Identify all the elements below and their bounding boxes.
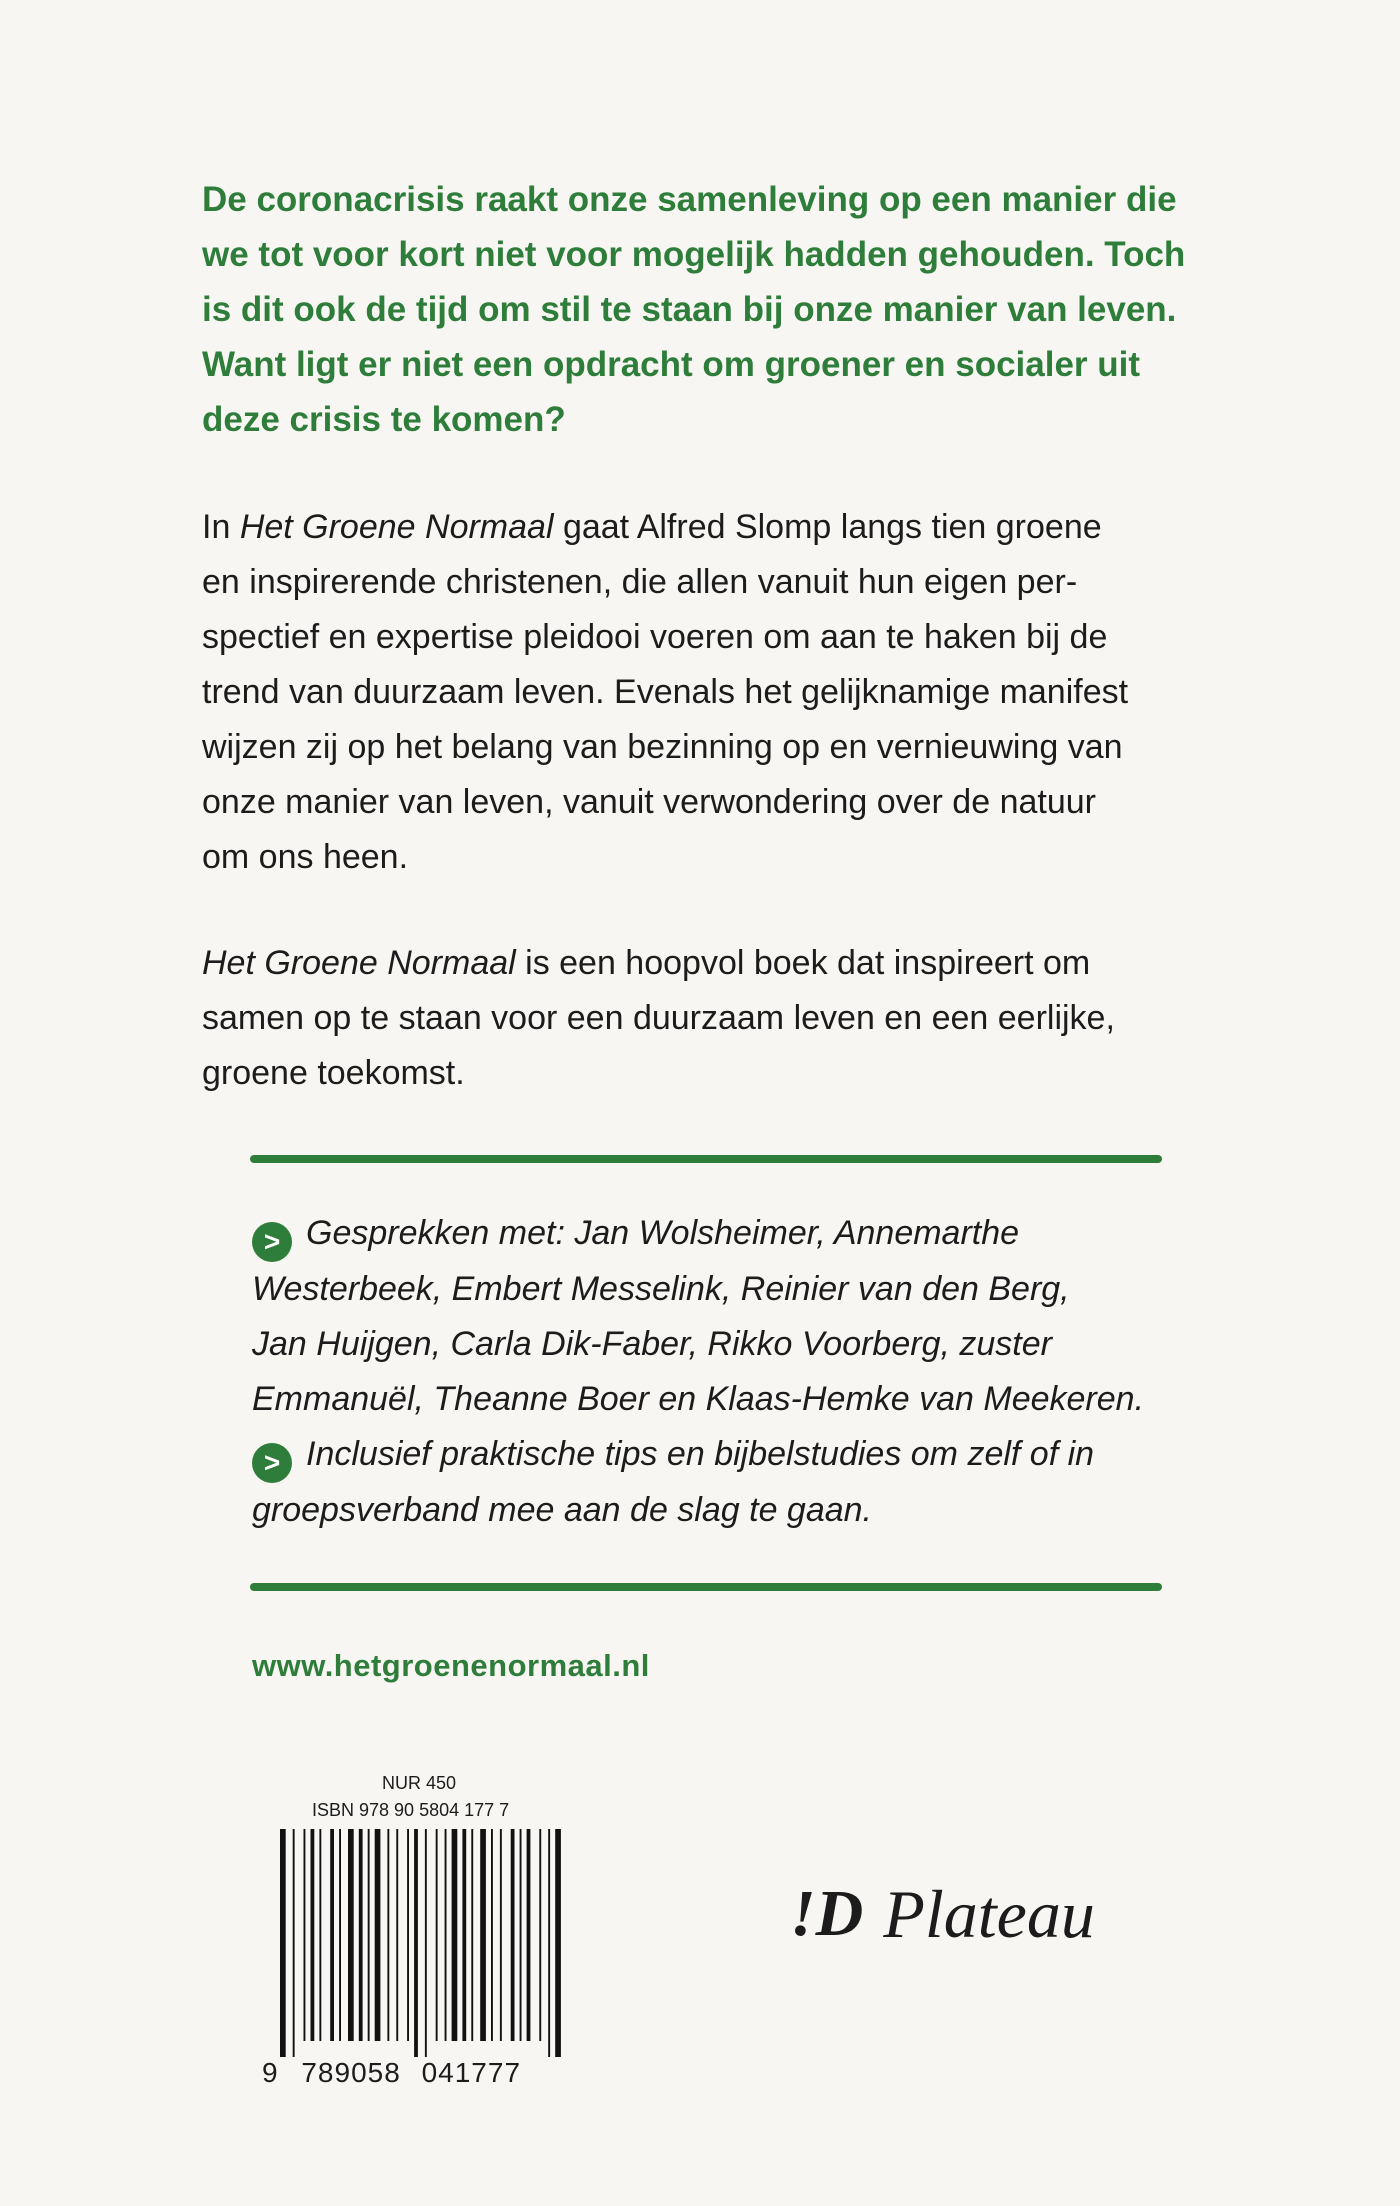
- barcode-bar: [311, 1829, 315, 2041]
- barcode-bar: [452, 1829, 458, 2041]
- text-line: spectief en expertise pleidooi voeren om aan te haken bij de: [202, 618, 1108, 656]
- text-line: onze manier van leven, vanuit verwondering over de natuur: [202, 783, 1096, 821]
- intro-paragraph: [202, 172, 1202, 447]
- arrow-bullet-icon: >: [252, 1222, 292, 1262]
- barcode-digits-right: 041777: [421, 2057, 522, 2088]
- website-link[interactable]: www.hetgroenenormaal.nl: [252, 1648, 650, 1683]
- divider-top: [250, 1155, 1162, 1163]
- barcode-digits-left: 789058: [301, 2057, 401, 2088]
- book-title: Het Groene Normaal: [202, 944, 516, 982]
- bullet-line: Westerbeek, Embert Messelink, Reinier van den Berg,: [252, 1270, 1070, 1308]
- text-run: In: [202, 508, 240, 546]
- barcode-bar: [491, 1829, 493, 2041]
- text-line: samen op te staan voor een duurzaam leven en een eerlijke,: [202, 999, 1115, 1037]
- book-title: Het Groene Normaal: [239, 508, 554, 546]
- intro-line: Want ligt er niet een opdracht om groener en socialer uit: [202, 345, 1141, 384]
- barcode-bar: [462, 1829, 466, 2041]
- text-run: gaat Alfred Slomp langs tien groene: [553, 508, 1102, 546]
- bullet-line: Jan Huijgen, Carla Dik-Faber, Rikko Voorberg, zuster: [252, 1325, 1052, 1363]
- barcode-bar: [396, 1829, 398, 2041]
- text-line: groene toekomst.: [202, 1054, 465, 1092]
- intro-line: De coronacrisis raakt onze samenleving op een manier die: [202, 180, 1177, 219]
- text-line: wijzen zij op het belang van bezinning op en vernieuwing van: [202, 728, 1123, 766]
- text-run: is een hoopvol boek dat inspireert om: [515, 944, 1091, 982]
- barcode-bar: [319, 1829, 321, 2041]
- barcode-bar: [555, 1829, 561, 2057]
- intro-line: is dit ook de tijd om stil te staan bij onze manier van leven.: [202, 290, 1177, 329]
- barcode-bar: [480, 1829, 486, 2041]
- summary-paragraph: [202, 936, 1202, 1101]
- barcode-bar: [407, 1829, 409, 2041]
- arrow-bullet-icon: >: [252, 1443, 292, 1483]
- barcode-bar: [304, 1829, 306, 2041]
- barcode-bar: [500, 1829, 502, 2041]
- publisher-name: Plateau: [883, 1876, 1095, 1952]
- barcode-digits: [262, 2057, 572, 2089]
- barcode-digit-lead: 9: [262, 2057, 279, 2088]
- barcode-bar: [293, 1829, 295, 2057]
- intro-line: deze crisis te komen?: [202, 400, 566, 439]
- text-line: trend van duurzaam leven. Evenals het gelijknamige manifest: [202, 673, 1129, 711]
- barcode-bar: [527, 1829, 531, 2041]
- description-paragraph: [202, 500, 1202, 885]
- bullet-line: Gesprekken met: Jan Wolsheimer, Annemarthe: [306, 1214, 1020, 1252]
- barcode-bar: [520, 1829, 522, 2041]
- barcode-bar: [368, 1829, 370, 2041]
- text-line: en inspirerende christenen, die allen vanuit hun eigen per-: [202, 563, 1078, 601]
- barcode-bar: [548, 1829, 550, 2057]
- barcode-bar: [425, 1829, 427, 2057]
- isbn-number: ISBN 978 90 5804 177 7: [312, 1800, 510, 1820]
- barcode-bar: [330, 1829, 334, 2041]
- bullet-line: Emmanuël, Theanne Boer en Klaas-Hemke van Meekeren.: [252, 1380, 1145, 1418]
- barcode-bar: [414, 1829, 418, 2057]
- barcode-bar: [387, 1829, 389, 2041]
- publisher-logo: [790, 1876, 1095, 1952]
- text-line: om ons heen.: [202, 838, 409, 876]
- barcode-bar: [375, 1829, 381, 2041]
- divider-bottom: [250, 1583, 1162, 1591]
- barcode-bar: [445, 1829, 447, 2041]
- nur-code: NUR 450: [382, 1773, 457, 1793]
- barcode-bar: [280, 1829, 286, 2057]
- intro-line: we tot voor kort niet voor mogelijk hadden gehouden. Toch: [202, 235, 1186, 274]
- barcode-bar: [471, 1829, 473, 2041]
- barcode-bar: [348, 1829, 354, 2041]
- bullet-line: groepsverband mee aan de slag te gaan.: [252, 1491, 873, 1529]
- barcode-bar: [511, 1829, 515, 2041]
- barcode-bar: [339, 1829, 341, 2041]
- barcode-bar: [359, 1829, 363, 2041]
- feature-list: [252, 1206, 1162, 1538]
- barcode-image: [262, 1829, 572, 2059]
- publisher-mark-icon: !D: [790, 1877, 864, 1950]
- bullet-line: Inclusief praktische tips en bijbelstudies om zelf of in: [306, 1435, 1095, 1473]
- barcode-bar: [539, 1829, 541, 2041]
- barcode-bar: [436, 1829, 438, 2041]
